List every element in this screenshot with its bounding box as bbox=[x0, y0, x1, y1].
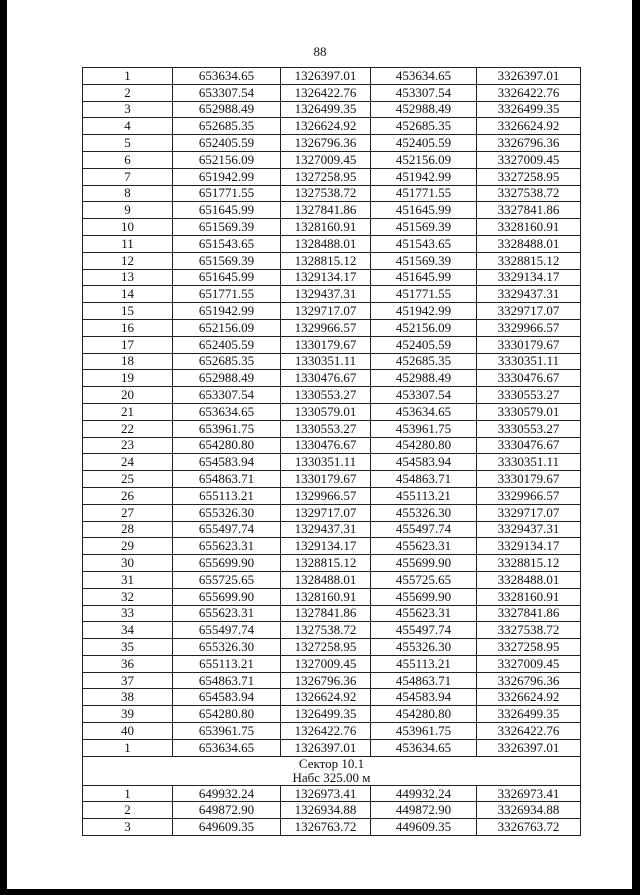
point-number-cell: 31 bbox=[83, 571, 173, 588]
coordinate-cell: 453961.75 bbox=[371, 420, 477, 437]
coordinate-cell: 1326973.41 bbox=[281, 785, 371, 802]
table-row bbox=[83, 319, 581, 336]
coordinate-cell: 3327538.72 bbox=[477, 185, 581, 202]
coordinate-cell: 3330179.67 bbox=[477, 336, 581, 353]
coordinate-cell: 451569.39 bbox=[371, 252, 477, 269]
table-row bbox=[83, 303, 581, 320]
table-row bbox=[83, 403, 581, 420]
coordinate-cell: 453634.65 bbox=[371, 68, 477, 85]
table-row bbox=[83, 185, 581, 202]
coordinate-cell: 649872.90 bbox=[173, 802, 281, 819]
point-number-cell: 20 bbox=[83, 387, 173, 404]
coordinate-cell: 451771.55 bbox=[371, 286, 477, 303]
point-number-cell: 22 bbox=[83, 420, 173, 437]
coordinate-cell: 1326796.36 bbox=[281, 135, 371, 152]
coordinate-cell: 1327841.86 bbox=[281, 605, 371, 622]
coordinate-cell: 3327538.72 bbox=[477, 622, 581, 639]
coordinate-cell: 455699.90 bbox=[371, 555, 477, 572]
coordinate-cell: 3327009.45 bbox=[477, 151, 581, 168]
point-number-cell: 25 bbox=[83, 471, 173, 488]
coordinate-cell: 653961.75 bbox=[173, 723, 281, 740]
point-number-cell: 10 bbox=[83, 219, 173, 236]
table-row bbox=[83, 504, 581, 521]
coordinate-cell: 655497.74 bbox=[173, 622, 281, 639]
coordinate-cell: 655326.30 bbox=[173, 639, 281, 656]
coordinate-cell: 3326624.92 bbox=[477, 689, 581, 706]
point-number-cell: 27 bbox=[83, 504, 173, 521]
coordinate-cell: 453307.54 bbox=[371, 84, 477, 101]
coordinate-cell: 652156.09 bbox=[173, 151, 281, 168]
coordinate-cell: 1330579.01 bbox=[281, 403, 371, 420]
coordinate-cell: 1326624.92 bbox=[281, 118, 371, 135]
sector-header-section bbox=[83, 756, 581, 785]
point-number-cell: 15 bbox=[83, 303, 173, 320]
table-row bbox=[83, 689, 581, 706]
coordinate-cell: 1329717.07 bbox=[281, 303, 371, 320]
coordinate-cell: 1329437.31 bbox=[281, 521, 371, 538]
coordinate-cell: 3328160.91 bbox=[477, 588, 581, 605]
point-number-cell: 1 bbox=[83, 785, 173, 802]
coordinate-cell: 3326422.76 bbox=[477, 723, 581, 740]
point-number-cell: 12 bbox=[83, 252, 173, 269]
table-row bbox=[83, 269, 581, 286]
point-number-cell: 3 bbox=[83, 819, 173, 836]
coordinate-cell: 654583.94 bbox=[173, 689, 281, 706]
point-number-cell: 36 bbox=[83, 655, 173, 672]
coordinate-cell: 1327258.95 bbox=[281, 168, 371, 185]
coordinate-cell: 3329966.57 bbox=[477, 319, 581, 336]
coordinate-cell: 653307.54 bbox=[173, 387, 281, 404]
coordinate-cell: 455725.65 bbox=[371, 571, 477, 588]
coordinate-cell: 653634.65 bbox=[173, 68, 281, 85]
point-number-cell: 35 bbox=[83, 639, 173, 656]
sector-header-row bbox=[83, 756, 581, 785]
table-row bbox=[83, 571, 581, 588]
coordinate-cell: 1326422.76 bbox=[281, 84, 371, 101]
table-row bbox=[83, 151, 581, 168]
table-row bbox=[83, 655, 581, 672]
coordinate-cell: 3330351.11 bbox=[477, 454, 581, 471]
coordinate-cell: 454863.71 bbox=[371, 471, 477, 488]
coordinate-cell: 1326763.72 bbox=[281, 819, 371, 836]
coordinate-cell: 1327009.45 bbox=[281, 655, 371, 672]
coordinate-cell: 655699.90 bbox=[173, 588, 281, 605]
table-row bbox=[83, 101, 581, 118]
coordinate-cell: 654280.80 bbox=[173, 706, 281, 723]
coordinate-cell: 3330476.67 bbox=[477, 437, 581, 454]
point-number-cell: 24 bbox=[83, 454, 173, 471]
coordinate-cell: 453634.65 bbox=[371, 739, 477, 756]
coordinate-cell: 1326624.92 bbox=[281, 689, 371, 706]
sector-height: Набс 325.00 м bbox=[292, 769, 371, 785]
coordinate-cell: 651645.99 bbox=[173, 202, 281, 219]
point-number-cell: 3 bbox=[83, 101, 173, 118]
coordinate-cell: 3326796.36 bbox=[477, 135, 581, 152]
coordinate-cell: 451569.39 bbox=[371, 219, 477, 236]
coordinate-cell: 1327009.45 bbox=[281, 151, 371, 168]
table-row bbox=[83, 454, 581, 471]
coordinate-cell: 3328160.91 bbox=[477, 219, 581, 236]
coordinates-table-body-bottom bbox=[83, 785, 581, 835]
coordinate-cell: 451942.99 bbox=[371, 168, 477, 185]
point-number-cell: 14 bbox=[83, 286, 173, 303]
coordinate-cell: 651771.55 bbox=[173, 185, 281, 202]
coordinate-cell: 3327258.95 bbox=[477, 639, 581, 656]
coordinate-cell: 1327258.95 bbox=[281, 639, 371, 656]
coordinate-cell: 452156.09 bbox=[371, 319, 477, 336]
table-row bbox=[83, 286, 581, 303]
coordinate-cell: 649932.24 bbox=[173, 785, 281, 802]
coordinate-cell: 1330351.11 bbox=[281, 353, 371, 370]
table-row bbox=[83, 135, 581, 152]
coordinate-cell: 455326.30 bbox=[371, 504, 477, 521]
coordinate-cell: 1329134.17 bbox=[281, 269, 371, 286]
point-number-cell: 6 bbox=[83, 151, 173, 168]
point-number-cell: 13 bbox=[83, 269, 173, 286]
coordinate-cell: 1329966.57 bbox=[281, 487, 371, 504]
table-row bbox=[83, 785, 581, 802]
coordinate-cell: 453307.54 bbox=[371, 387, 477, 404]
table-row bbox=[83, 739, 581, 756]
coordinate-cell: 455699.90 bbox=[371, 588, 477, 605]
table-row bbox=[83, 202, 581, 219]
table-row bbox=[83, 68, 581, 85]
coordinate-cell: 3330179.67 bbox=[477, 471, 581, 488]
coordinate-cell: 654280.80 bbox=[173, 437, 281, 454]
coordinate-cell: 3329717.07 bbox=[477, 504, 581, 521]
coordinate-cell: 1327538.72 bbox=[281, 622, 371, 639]
scan-edge-bottom bbox=[0, 889, 640, 895]
point-number-cell: 8 bbox=[83, 185, 173, 202]
point-number-cell: 40 bbox=[83, 723, 173, 740]
coordinate-cell: 455623.31 bbox=[371, 605, 477, 622]
point-number-cell: 7 bbox=[83, 168, 173, 185]
coordinate-cell: 3329134.17 bbox=[477, 269, 581, 286]
coordinate-cell: 1329717.07 bbox=[281, 504, 371, 521]
coordinate-cell: 3327009.45 bbox=[477, 655, 581, 672]
coordinate-cell: 453961.75 bbox=[371, 723, 477, 740]
coordinate-cell: 1328160.91 bbox=[281, 219, 371, 236]
coordinate-cell: 655326.30 bbox=[173, 504, 281, 521]
point-number-cell: 38 bbox=[83, 689, 173, 706]
coordinate-cell: 1327841.86 bbox=[281, 202, 371, 219]
table-row bbox=[83, 555, 581, 572]
coordinate-cell: 655113.21 bbox=[173, 487, 281, 504]
coordinate-cell: 1329134.17 bbox=[281, 538, 371, 555]
point-number-cell: 1 bbox=[83, 68, 173, 85]
coordinate-cell: 3328815.12 bbox=[477, 252, 581, 269]
point-number-cell: 17 bbox=[83, 336, 173, 353]
coordinate-cell: 455497.74 bbox=[371, 622, 477, 639]
coordinate-cell: 3330579.01 bbox=[477, 403, 581, 420]
coordinate-cell: 654863.71 bbox=[173, 471, 281, 488]
coordinate-cell: 649609.35 bbox=[173, 819, 281, 836]
coordinate-cell: 3327258.95 bbox=[477, 168, 581, 185]
table-row bbox=[83, 118, 581, 135]
coordinate-cell: 1326499.35 bbox=[281, 706, 371, 723]
coordinate-cell: 452405.59 bbox=[371, 135, 477, 152]
coordinate-cell: 1327538.72 bbox=[281, 185, 371, 202]
coordinate-cell: 455623.31 bbox=[371, 538, 477, 555]
coordinate-cell: 654863.71 bbox=[173, 672, 281, 689]
coordinate-cell: 451771.55 bbox=[371, 185, 477, 202]
table-row bbox=[83, 802, 581, 819]
point-number-cell: 16 bbox=[83, 319, 173, 336]
coordinate-cell: 451645.99 bbox=[371, 269, 477, 286]
table-row bbox=[83, 487, 581, 504]
coordinate-cell: 652685.35 bbox=[173, 353, 281, 370]
coordinate-cell: 1326796.36 bbox=[281, 672, 371, 689]
coordinate-cell: 651543.65 bbox=[173, 235, 281, 252]
coordinate-cell: 1326422.76 bbox=[281, 723, 371, 740]
table-row bbox=[83, 420, 581, 437]
coordinate-cell: 451645.99 bbox=[371, 202, 477, 219]
coordinate-cell: 1330476.67 bbox=[281, 437, 371, 454]
coordinate-cell: 455113.21 bbox=[371, 655, 477, 672]
coordinate-cell: 1330553.27 bbox=[281, 420, 371, 437]
coordinate-cell: 3326934.88 bbox=[477, 802, 581, 819]
coordinate-cell: 3326796.36 bbox=[477, 672, 581, 689]
coordinate-cell: 1328488.01 bbox=[281, 571, 371, 588]
page-number: 88 bbox=[313, 44, 327, 59]
coordinate-cell: 652405.59 bbox=[173, 135, 281, 152]
coordinate-cell: 3326397.01 bbox=[477, 739, 581, 756]
coordinate-cell: 3329134.17 bbox=[477, 538, 581, 555]
scan-edge-left bbox=[0, 0, 7, 895]
coordinate-cell: 1328815.12 bbox=[281, 252, 371, 269]
coordinate-cell: 455326.30 bbox=[371, 639, 477, 656]
coordinate-cell: 1330351.11 bbox=[281, 454, 371, 471]
table-row bbox=[83, 471, 581, 488]
point-number-cell: 26 bbox=[83, 487, 173, 504]
scan-edge-right bbox=[632, 0, 640, 895]
table-row bbox=[83, 605, 581, 622]
coordinate-cell: 652405.59 bbox=[173, 336, 281, 353]
coordinate-cell: 454863.71 bbox=[371, 672, 477, 689]
point-number-cell: 29 bbox=[83, 538, 173, 555]
table-row bbox=[83, 168, 581, 185]
table-row bbox=[83, 219, 581, 236]
coordinate-cell: 3329966.57 bbox=[477, 487, 581, 504]
point-number-cell: 2 bbox=[83, 84, 173, 101]
coordinate-cell: 3330553.27 bbox=[477, 420, 581, 437]
coordinate-cell: 3326624.92 bbox=[477, 118, 581, 135]
coordinate-cell: 454280.80 bbox=[371, 706, 477, 723]
table-row bbox=[83, 387, 581, 404]
coordinate-cell: 653961.75 bbox=[173, 420, 281, 437]
coordinate-cell: 452988.49 bbox=[371, 101, 477, 118]
coordinate-cell: 3327841.86 bbox=[477, 605, 581, 622]
coordinate-cell: 654583.94 bbox=[173, 454, 281, 471]
table-row bbox=[83, 336, 581, 353]
point-number-cell: 32 bbox=[83, 588, 173, 605]
coordinate-cell: 449932.24 bbox=[371, 785, 477, 802]
coordinate-cell: 455497.74 bbox=[371, 521, 477, 538]
coordinate-cell: 3328488.01 bbox=[477, 571, 581, 588]
coordinate-cell: 1326397.01 bbox=[281, 68, 371, 85]
point-number-cell: 5 bbox=[83, 135, 173, 152]
point-number-cell: 21 bbox=[83, 403, 173, 420]
table-row bbox=[83, 353, 581, 370]
coordinate-cell: 1330553.27 bbox=[281, 387, 371, 404]
point-number-cell: 30 bbox=[83, 555, 173, 572]
coordinate-cell: 651942.99 bbox=[173, 303, 281, 320]
coordinate-cell: 3329437.31 bbox=[477, 521, 581, 538]
point-number-cell: 34 bbox=[83, 622, 173, 639]
coordinate-cell: 653634.65 bbox=[173, 403, 281, 420]
coordinate-cell: 449609.35 bbox=[371, 819, 477, 836]
coordinate-cell: 3328488.01 bbox=[477, 235, 581, 252]
point-number-cell: 1 bbox=[83, 739, 173, 756]
coordinate-cell: 3326499.35 bbox=[477, 706, 581, 723]
coordinate-cell: 452988.49 bbox=[371, 370, 477, 387]
coordinate-cell: 653634.65 bbox=[173, 739, 281, 756]
table-row bbox=[83, 723, 581, 740]
coordinate-cell: 454583.94 bbox=[371, 689, 477, 706]
coordinate-cell: 655113.21 bbox=[173, 655, 281, 672]
coordinate-cell: 652685.35 bbox=[173, 118, 281, 135]
coordinate-cell: 452685.35 bbox=[371, 118, 477, 135]
table-row bbox=[83, 370, 581, 387]
point-number-cell: 2 bbox=[83, 802, 173, 819]
point-number-cell: 19 bbox=[83, 370, 173, 387]
table-row bbox=[83, 252, 581, 269]
point-number-cell: 18 bbox=[83, 353, 173, 370]
coordinate-cell: 655623.31 bbox=[173, 605, 281, 622]
sector-title: Сектор 10.1 bbox=[298, 756, 365, 771]
point-number-cell: 4 bbox=[83, 118, 173, 135]
coordinate-cell: 1330179.67 bbox=[281, 471, 371, 488]
table-row bbox=[83, 622, 581, 639]
point-number-cell: 37 bbox=[83, 672, 173, 689]
point-number-cell: 28 bbox=[83, 521, 173, 538]
table-row bbox=[83, 235, 581, 252]
coordinate-cell: 3329717.07 bbox=[477, 303, 581, 320]
table-row bbox=[83, 437, 581, 454]
coordinate-cell: 1326499.35 bbox=[281, 101, 371, 118]
coordinate-cell: 453634.65 bbox=[371, 403, 477, 420]
point-number-cell: 33 bbox=[83, 605, 173, 622]
coordinate-cell: 651569.39 bbox=[173, 252, 281, 269]
coordinate-cell: 655497.74 bbox=[173, 521, 281, 538]
coordinates-table bbox=[82, 67, 581, 836]
coordinate-cell: 3326397.01 bbox=[477, 68, 581, 85]
coordinate-cell: 451942.99 bbox=[371, 303, 477, 320]
table-row bbox=[83, 588, 581, 605]
coordinate-cell: 1328815.12 bbox=[281, 555, 371, 572]
coordinate-cell: 655725.65 bbox=[173, 571, 281, 588]
coordinate-cell: 3328815.12 bbox=[477, 555, 581, 572]
coordinate-cell: 3330476.67 bbox=[477, 370, 581, 387]
coordinate-cell: 3327841.86 bbox=[477, 202, 581, 219]
coordinate-cell: 652988.49 bbox=[173, 101, 281, 118]
coordinate-cell: 655623.31 bbox=[173, 538, 281, 555]
coordinate-cell: 1328160.91 bbox=[281, 588, 371, 605]
coordinate-cell: 3329437.31 bbox=[477, 286, 581, 303]
coordinate-cell: 651569.39 bbox=[173, 219, 281, 236]
table-row bbox=[83, 672, 581, 689]
coordinate-cell: 3326499.35 bbox=[477, 101, 581, 118]
coordinate-cell: 1329437.31 bbox=[281, 286, 371, 303]
coordinate-cell: 3330553.27 bbox=[477, 387, 581, 404]
table-row bbox=[83, 639, 581, 656]
coordinate-cell: 452685.35 bbox=[371, 353, 477, 370]
coordinate-cell: 655699.90 bbox=[173, 555, 281, 572]
coordinate-cell: 3330351.11 bbox=[477, 353, 581, 370]
point-number-cell: 23 bbox=[83, 437, 173, 454]
coordinate-cell: 452405.59 bbox=[371, 336, 477, 353]
coordinate-cell: 1329966.57 bbox=[281, 319, 371, 336]
coordinate-cell: 3326973.41 bbox=[477, 785, 581, 802]
point-number-cell: 11 bbox=[83, 235, 173, 252]
coordinate-cell: 454280.80 bbox=[371, 437, 477, 454]
coordinate-cell: 1330476.67 bbox=[281, 370, 371, 387]
coordinate-cell: 651771.55 bbox=[173, 286, 281, 303]
coordinate-cell: 1330179.67 bbox=[281, 336, 371, 353]
point-number-cell: 9 bbox=[83, 202, 173, 219]
coordinate-cell: 3326422.76 bbox=[477, 84, 581, 101]
coordinate-cell: 454583.94 bbox=[371, 454, 477, 471]
coordinate-cell: 3326763.72 bbox=[477, 819, 581, 836]
table-row bbox=[83, 706, 581, 723]
coordinate-cell: 452156.09 bbox=[371, 151, 477, 168]
table-row bbox=[83, 84, 581, 101]
coordinate-cell: 653307.54 bbox=[173, 84, 281, 101]
point-number-cell: 39 bbox=[83, 706, 173, 723]
coordinate-cell: 449872.90 bbox=[371, 802, 477, 819]
table-row bbox=[83, 521, 581, 538]
coordinate-cell: 651645.99 bbox=[173, 269, 281, 286]
coordinate-cell: 1326397.01 bbox=[281, 739, 371, 756]
table-row bbox=[83, 538, 581, 555]
sector-header-cell bbox=[83, 756, 581, 785]
table-row bbox=[83, 819, 581, 836]
coordinate-cell: 455113.21 bbox=[371, 487, 477, 504]
coordinate-cell: 652156.09 bbox=[173, 319, 281, 336]
coordinate-cell: 451543.65 bbox=[371, 235, 477, 252]
coordinates-table-body-top bbox=[83, 68, 581, 757]
coordinate-cell: 1326934.88 bbox=[281, 802, 371, 819]
coordinate-cell: 651942.99 bbox=[173, 168, 281, 185]
coordinate-cell: 1328488.01 bbox=[281, 235, 371, 252]
coordinate-cell: 652988.49 bbox=[173, 370, 281, 387]
